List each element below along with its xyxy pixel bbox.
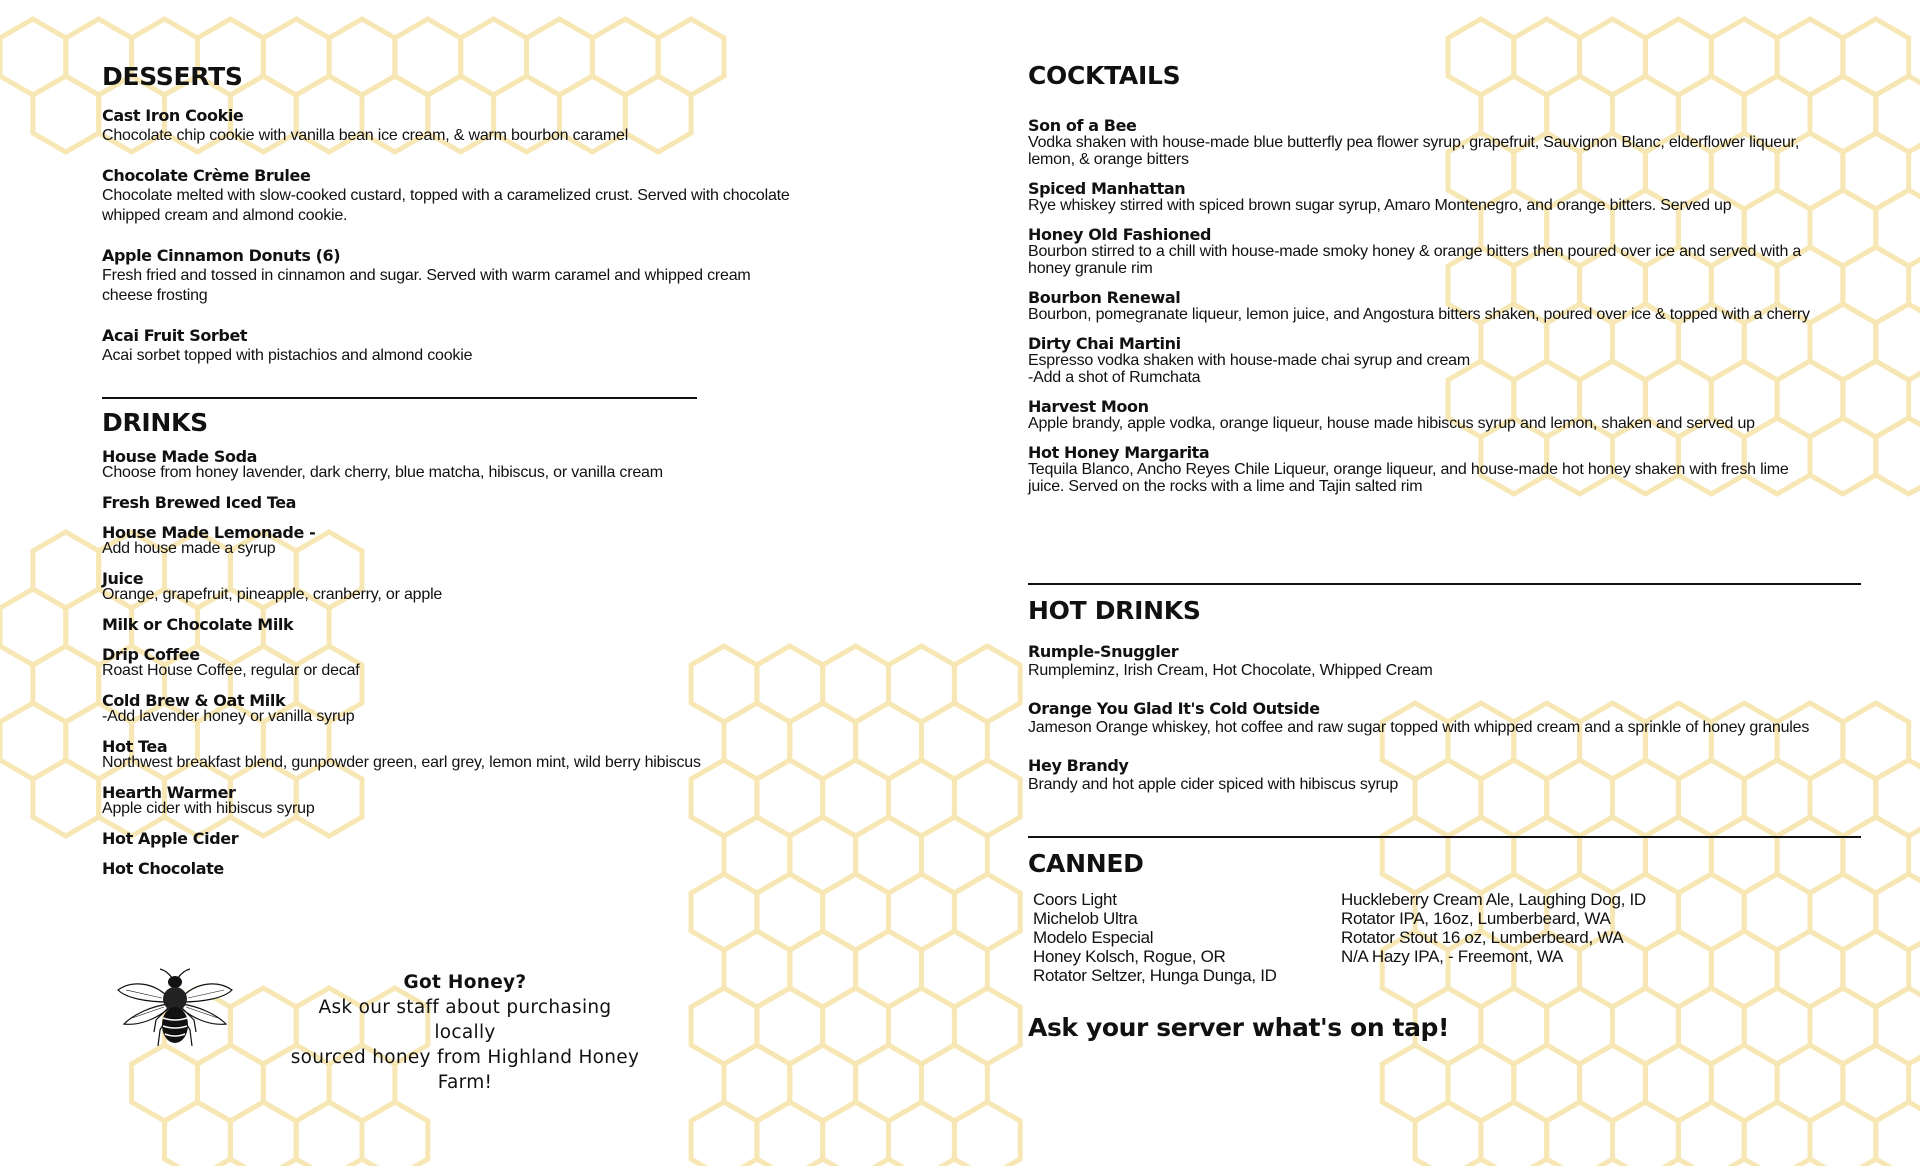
honeycomb-cell: [1876, 760, 1920, 836]
drink-item: [102, 525, 742, 557]
hot-drink-description: Jameson Orange whiskey, hot coffee and raw sugar topped with whipped cream and a sprinkle of honey granules: [1028, 719, 1810, 736]
drink-description: Choose from honey lavender, dark cherry, blue matcha, hibiscus, or vanilla cream: [102, 464, 663, 481]
honeycomb-cell: [1744, 1102, 1810, 1166]
honeycomb-cell: [757, 1102, 823, 1166]
drink-item: [102, 571, 742, 603]
cocktail-name: Bourbon Renewal: [1028, 288, 1181, 307]
dessert-description: Chocolate melted with slow-cooked custard, topped with a caramelized crust. Served with chocolate whipped cream and almond cookie.: [102, 187, 790, 224]
dessert-name: Apple Cinnamon Donuts (6): [102, 246, 341, 265]
drink-item: [102, 693, 742, 725]
cocktail-item: [1028, 289, 1828, 323]
hot-drink-name: Hey Brandy: [1028, 756, 1129, 775]
dessert-name: Cast Iron Cookie: [102, 106, 244, 125]
honeycomb-cell: [1415, 1102, 1481, 1166]
honey-promo-line: Ask our staff about purchasing locally: [318, 997, 612, 1043]
dessert-item: [102, 166, 802, 226]
hot-drinks-list: [1028, 642, 1868, 813]
hot-drinks-divider: [1028, 836, 1861, 838]
canned-item: Rotator IPA, 16oz, Lumberbeard, WA: [1341, 909, 1611, 928]
cocktail-item: [1028, 226, 1828, 277]
cocktail-item: [1028, 444, 1828, 495]
honeycomb-cell: [362, 1102, 428, 1166]
hot-drink-item: [1028, 642, 1868, 680]
cocktails-divider: [1028, 583, 1861, 585]
drink-item: [102, 617, 742, 633]
honeycomb-cell: [165, 1102, 231, 1166]
drink-item: [102, 647, 742, 679]
drink-item: [102, 831, 742, 847]
drink-description: Add house made a syrup: [102, 540, 276, 557]
honeycomb-cell: [1481, 1102, 1547, 1166]
hot-drink-item: [1028, 756, 1868, 794]
hot-drink-name: Orange You Glad It's Cold Outside: [1028, 699, 1320, 718]
drinks-title: DRINKS: [102, 408, 208, 437]
drink-name: Milk or Chocolate Milk: [102, 615, 294, 634]
honeycomb-cell: [296, 1102, 362, 1166]
cocktail-item: [1028, 398, 1828, 432]
hot-drink-name: Rumple-Snuggler: [1028, 642, 1179, 661]
desserts-title: DESSERTS: [102, 62, 243, 91]
cocktail-description: Tequila Blanco, Ancho Reyes Chile Liqueur, orange liqueur, and house-made hot honey shaken with fresh lime juice. Served on the rocks with a lime and Tajin salted rim: [1028, 461, 1789, 495]
drink-item: [102, 861, 742, 877]
cocktail-name: Dirty Chai Martini: [1028, 334, 1181, 353]
dessert-name: Acai Fruit Sorbet: [102, 326, 248, 345]
honeycomb-cell: [954, 1102, 1020, 1166]
honeycomb-cell: [1678, 1102, 1744, 1166]
drink-name: Fresh Brewed Iced Tea: [102, 493, 297, 512]
cocktail-item: [1028, 180, 1828, 214]
honeycomb-cell: [33, 760, 99, 836]
canned-item: Coors Light: [1033, 890, 1117, 909]
honeycomb-cell: [691, 1102, 757, 1166]
canned-item: N/A Hazy IPA, - Freemont, WA: [1341, 947, 1564, 966]
honeycomb-cell: [1613, 1102, 1679, 1166]
honey-promo-line: sourced honey from Highland Honey Farm!: [290, 1047, 640, 1093]
canned-list-right: [1341, 890, 1646, 966]
cocktail-name: Son of a Bee: [1028, 116, 1137, 135]
drink-name: Cold Brew & Oat Milk: [102, 691, 286, 710]
honey-promo-title: Got Honey?: [403, 972, 527, 993]
cocktails-title: COCKTAILS: [1028, 61, 1181, 90]
drink-name: Hot Apple Cider: [102, 829, 239, 848]
drink-name: Hearth Warmer: [102, 783, 236, 802]
honeycomb-cell: [1547, 1102, 1613, 1166]
dessert-description: Fresh fried and tossed in cinnamon and sugar. Served with warm caramel and whipped cream cheese frosting: [102, 267, 751, 304]
hot-drink-description: Brandy and hot apple cider spiced with hibiscus syrup: [1028, 776, 1399, 793]
cocktail-item: [1028, 335, 1828, 386]
canned-item: Rotator Seltzer, Hunga Dunga, ID: [1033, 966, 1277, 985]
desserts-list: [102, 106, 802, 386]
drink-name: Juice: [102, 569, 144, 588]
cocktail-description: Rye whiskey stirred with spiced brown sugar syrup, Amaro Montenegro, and orange bitters. Served up: [1028, 197, 1732, 214]
drink-item: [102, 449, 742, 481]
honeycomb-cell: [1876, 874, 1920, 950]
drink-name: Hot Tea: [102, 737, 168, 756]
drink-name: Hot Chocolate: [102, 859, 224, 878]
dessert-description: Acai sorbet topped with pistachios and almond cookie: [102, 347, 473, 364]
cocktail-description: Vodka shaken with house-made blue butterfly pea flower syrup, grapefruit, Sauvignon Blanc, elderflower liqueur, lemon, & orange bitters: [1028, 134, 1800, 168]
drink-name: Drip Coffee: [102, 645, 200, 664]
honeycomb-cell: [1876, 76, 1920, 152]
honeycomb-cell: [1810, 1102, 1876, 1166]
tap-note: Ask your server what's on tap!: [1028, 1013, 1450, 1042]
honeycomb-cell: [823, 1102, 889, 1166]
hot-drinks-title: HOT DRINKS: [1028, 596, 1201, 625]
canned-item: Michelob Ultra: [1033, 909, 1138, 928]
cocktail-description: Bourbon, pomegranate liqueur, lemon juice, and Angostura bitters shaken, poured over ice & topped with a cherry: [1028, 306, 1810, 323]
cocktail-description: Espresso vodka shaken with house-made chai syrup and cream: [1028, 352, 1470, 369]
cocktails-list: [1028, 117, 1828, 507]
drink-name: House Made Soda: [102, 447, 258, 466]
cocktail-name: Spiced Manhattan: [1028, 179, 1186, 198]
canned-item: Rotator Stout 16 oz, Lumberbeard, WA: [1341, 928, 1624, 947]
drink-description: Roast House Coffee, regular or decaf: [102, 662, 360, 679]
honeycomb-cell: [1876, 304, 1920, 380]
canned-item: Huckleberry Cream Ale, Laughing Dog, ID: [1341, 890, 1646, 909]
honeycomb-cell: [33, 76, 99, 152]
cocktail-description: Apple brandy, apple vodka, orange liqueur, house made hibiscus syrup and lemon, shaken and served up: [1028, 415, 1755, 432]
dessert-item: [102, 106, 802, 146]
cocktail-name: Honey Old Fashioned: [1028, 225, 1212, 244]
drink-item: [102, 495, 742, 511]
cocktail-name: Harvest Moon: [1028, 397, 1149, 416]
drinks-list: [102, 449, 742, 891]
drink-description: Orange, grapefruit, pineapple, cranberry, or apple: [102, 586, 443, 603]
canned-item: Honey Kolsch, Rogue, OR: [1033, 947, 1226, 966]
drink-item: [102, 785, 742, 817]
cocktail-description: Bourbon stirred to a chill with house-made smoky honey & orange bitters then poured over ice and served with a honey granule rim: [1028, 243, 1802, 277]
cocktail-name: Hot Honey Margarita: [1028, 443, 1210, 462]
cocktail-item: [1028, 117, 1828, 168]
drink-description: -Add lavender honey or vanilla syrup: [102, 708, 355, 725]
drink-name: House Made Lemonade -: [102, 523, 316, 542]
bee-icon: [114, 968, 236, 1050]
honeycomb-cell: [230, 1102, 296, 1166]
hot-drink-description: Rumpleminz, Irish Cream, Hot Chocolate, Whipped Cream: [1028, 662, 1433, 679]
canned-list-left: [1033, 890, 1277, 985]
hot-drink-item: [1028, 699, 1868, 737]
dessert-description: Chocolate chip cookie with vanilla bean ice cream, & warm bourbon caramel: [102, 127, 629, 144]
drink-description: Northwest breakfast blend, gunpowder green, earl grey, lemon mint, wild berry hibiscus: [102, 754, 701, 771]
honeycomb-cell: [1876, 988, 1920, 1064]
dessert-item: [102, 246, 802, 306]
honeycomb-cell: [889, 1102, 955, 1166]
honeycomb-cell: [1876, 190, 1920, 266]
canned-item: Modelo Especial: [1033, 928, 1154, 947]
honeycomb-cell: [1876, 418, 1920, 494]
cocktail-addon: -Add a shot of Rumchata: [1028, 369, 1201, 386]
dessert-name: Chocolate Crème Brulee: [102, 166, 311, 185]
desserts-divider: [102, 397, 697, 399]
drink-item: [102, 739, 742, 771]
honey-promo: [290, 970, 640, 1095]
drink-description: Apple cider with hibiscus syrup: [102, 800, 315, 817]
canned-title: CANNED: [1028, 849, 1144, 878]
dessert-item: [102, 326, 802, 366]
honeycomb-cell: [1876, 1102, 1920, 1166]
